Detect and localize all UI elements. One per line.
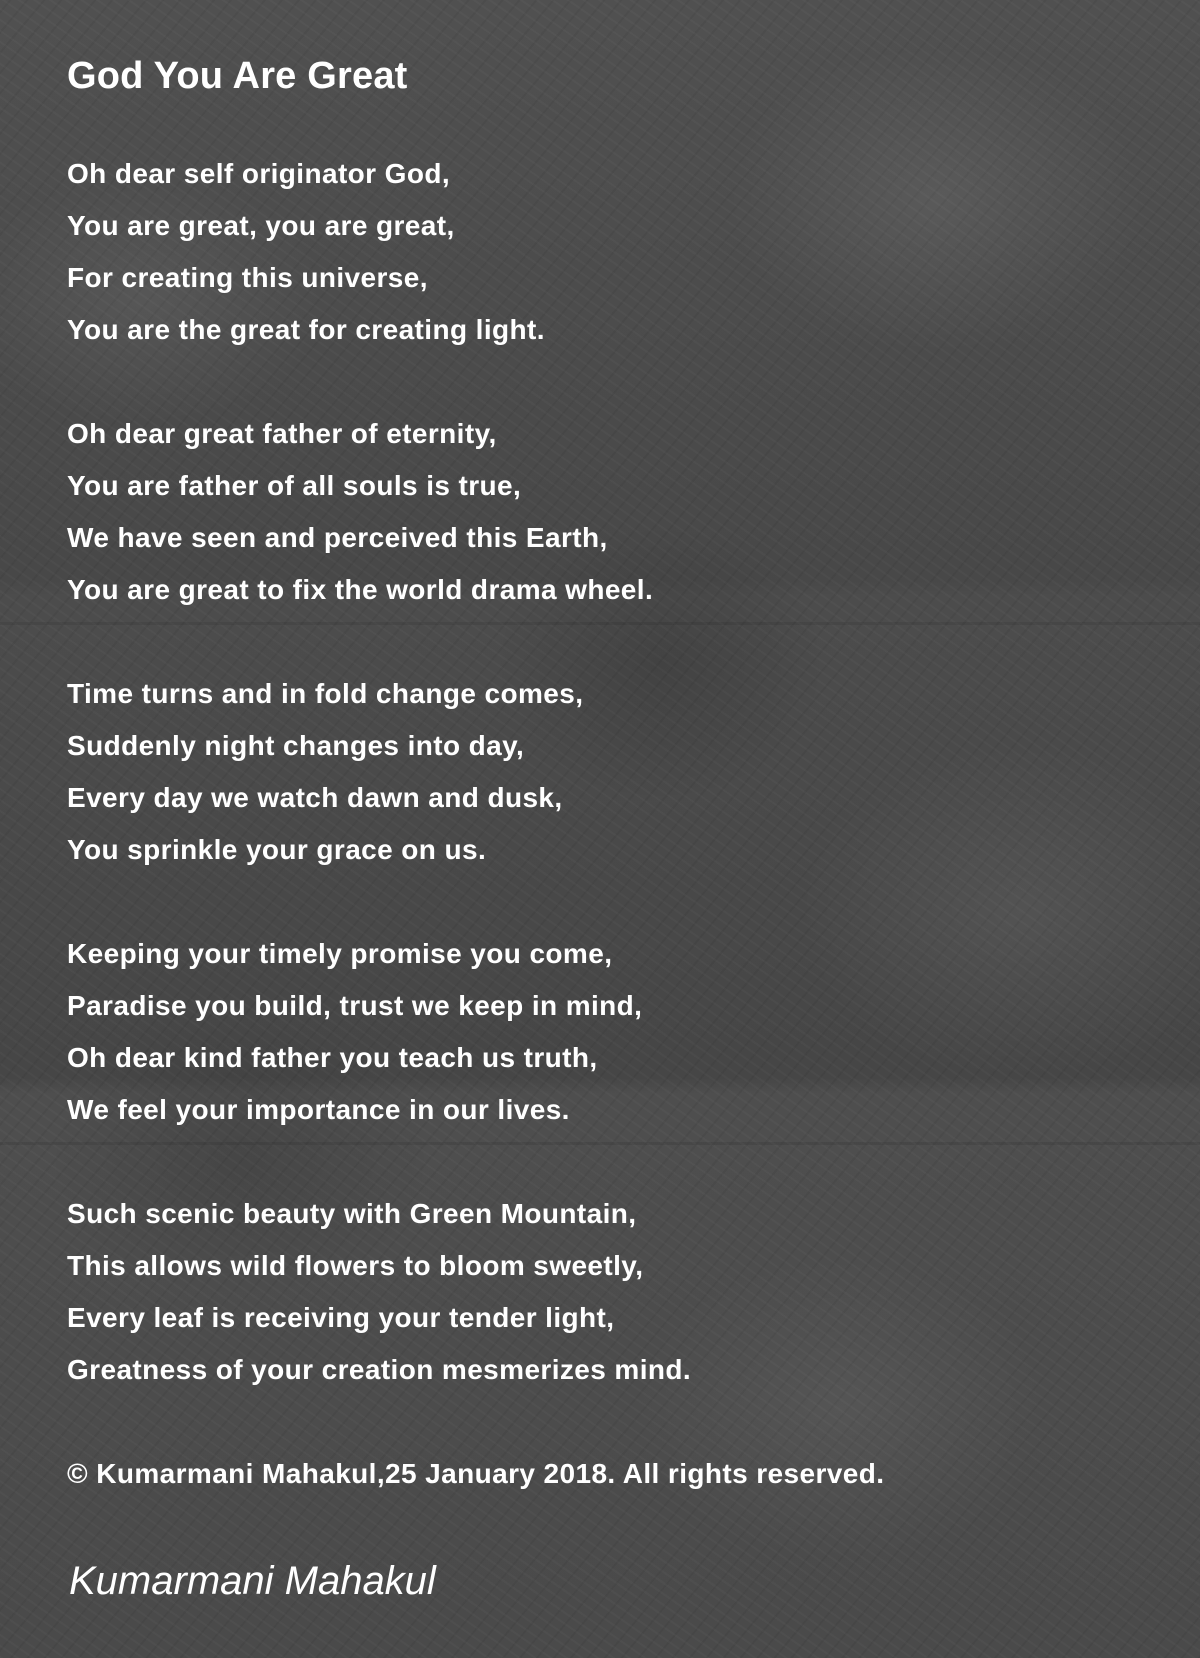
copyright-notice: © Kumarmani Mahakul,25 January 2018. All rights reserved. <box>67 1458 885 1489</box>
poem-line: We feel your importance in our lives. <box>67 1094 570 1125</box>
poem-content <box>67 50 1167 1500</box>
poem-line: You are great to fix the world drama wheel. <box>67 574 654 605</box>
poem-line: Greatness of your creation mesmerizes mind. <box>67 1354 692 1385</box>
poem-line: Every leaf is receiving your tender light, <box>67 1302 615 1333</box>
poem-line: Paradise you build, trust we keep in mind, <box>67 990 643 1021</box>
stanza-4 <box>67 928 1167 1136</box>
poem-line: Time turns and in fold change comes, <box>67 678 584 709</box>
poem-line: You are the great for creating light. <box>67 314 545 345</box>
poem-line: You are father of all souls is true, <box>67 470 522 501</box>
poem-line: Such scenic beauty with Green Mountain, <box>67 1198 637 1229</box>
poem-line: For creating this universe, <box>67 262 428 293</box>
stanza-1 <box>67 148 1167 356</box>
poem-line: We have seen and perceived this Earth, <box>67 522 608 553</box>
author-signature: Kumarmani Mahakul <box>69 1559 436 1603</box>
poem-line: You are great, you are great, <box>67 210 455 241</box>
stanza-3 <box>67 668 1167 876</box>
poem-line: Every day we watch dawn and dusk, <box>67 782 563 813</box>
poem-line: Oh dear great father of eternity, <box>67 418 497 449</box>
poem-line: Oh dear kind father you teach us truth, <box>67 1042 598 1073</box>
stanza-5 <box>67 1188 1167 1396</box>
poem-line: Oh dear self originator God, <box>67 158 451 189</box>
stanza-2 <box>67 408 1167 616</box>
poem-line: This allows wild flowers to bloom sweetly, <box>67 1250 644 1281</box>
poem-line: Suddenly night changes into day, <box>67 730 525 761</box>
poem-line: Keeping your timely promise you come, <box>67 938 613 969</box>
poem-title: God You Are Great <box>67 55 408 97</box>
poem-line: You sprinkle your grace on us. <box>67 834 487 865</box>
